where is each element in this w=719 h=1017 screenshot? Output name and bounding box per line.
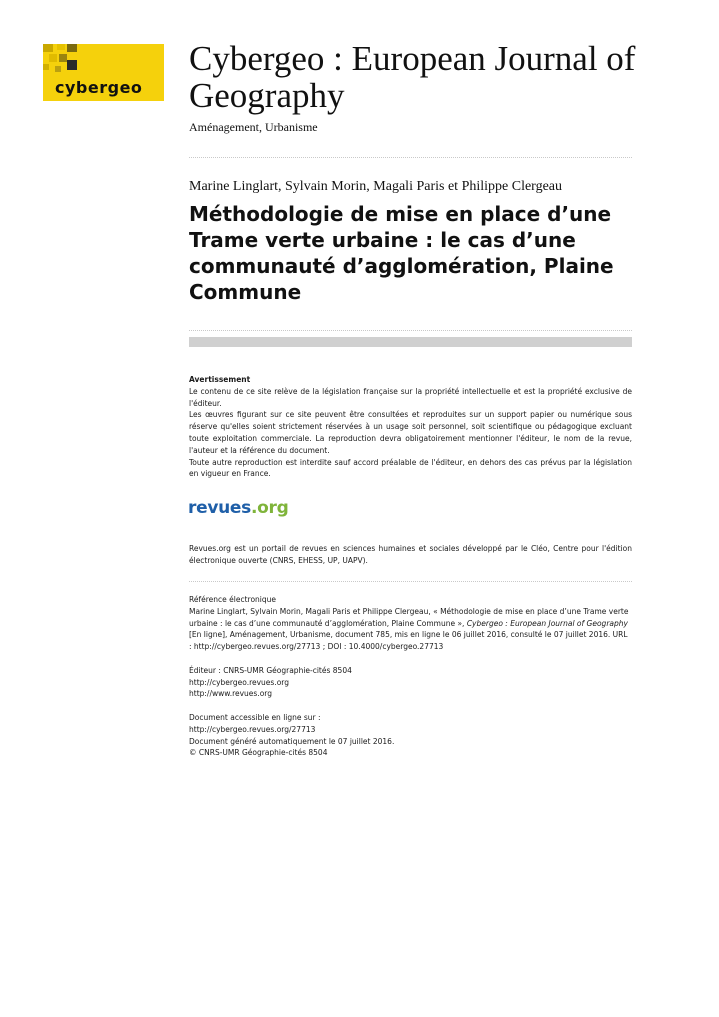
divider	[189, 330, 632, 331]
logo-pixel	[59, 54, 67, 62]
logo-pixel	[55, 66, 61, 72]
available-label: Document accessible en ligne sur :	[189, 712, 321, 722]
reference-label: Référence électronique	[189, 595, 277, 604]
logo-text: cybergeo	[55, 78, 143, 97]
revues-logo-part: revues	[188, 498, 251, 518]
citation-journal: Cybergeo : European Journal of Geography	[466, 618, 628, 628]
warning-heading: Avertissement	[189, 375, 251, 384]
journal-link[interactable]: http://cybergeo.revues.org	[189, 677, 290, 687]
portal-description: Revues.org est un portail de revues en sciences humaines et sociales développé par le Cléo, Centre pour l'édition électronique ouverte (CNRS, EHESS, UP, UAPV).	[189, 544, 632, 565]
logo-pixel	[43, 44, 53, 52]
logo-pixel	[67, 60, 77, 70]
generated-line: Document généré automatiquement le 07 juillet 2016.	[189, 736, 395, 746]
warning-block	[189, 374, 632, 480]
article-authors: Marine Linglart, Sylvain Morin, Magali Paris et Philippe Clergeau	[189, 179, 563, 194]
article-title: Méthodologie de mise en place d’une Trame verte urbaine : le cas d’une communauté d’agglomération, Plaine Commune	[189, 202, 614, 304]
document-link[interactable]: http://cybergeo.revues.org/27713	[189, 724, 316, 734]
editor-line: Éditeur : CNRS-UMR Géographie-cités 8504	[189, 665, 352, 675]
citation	[189, 606, 629, 653]
revues-logo-part: .org	[250, 498, 289, 518]
citation-text: Marine Linglart, Sylvain Morin, Magali Paris et Philippe Clergeau, « Méthodologie de mise en place d’une Trame verte urbaine : le cas d’une communauté d’agglomération, Plaine Commune »,	[189, 606, 629, 628]
spacer	[189, 700, 629, 712]
cybergeo-logo	[43, 44, 164, 101]
logo-pixel	[57, 44, 65, 50]
spacer	[189, 653, 629, 665]
grey-bar	[189, 337, 632, 347]
citation-text: [En ligne], Aménagement, Urbanisme, document 785, mis en ligne le 06 juillet 2016, consulté le 07 juillet 2016. URL : http://cybergeo.revues.org/27713 ; DOI : 10.4000/cybergeo.27713	[189, 630, 628, 652]
logo-pixel	[49, 54, 57, 62]
logo-pixel	[43, 64, 49, 70]
reference-block	[189, 594, 629, 759]
warning-paragraph: Les œuvres figurant sur ce site peuvent être consultées et reproduites sur un support papier ou numérique sous réserve qu'elles soient strictement réservées à un usage soit personnel, soit scientifique ou pédagogique excluant toute exploitation commerciale. La reproduction devra obligatoirement mentionner l'éditeur, le nom de la revue, l'auteur et la référence du document.	[189, 410, 632, 455]
warning-paragraph: Toute autre reproduction est interdite sauf accord préalable de l'éditeur, en dehors des cas prévus par la législation en vigueur en France.	[189, 457, 632, 479]
logo-pixel	[67, 44, 77, 52]
revues-org-logo	[188, 498, 288, 518]
divider	[189, 157, 632, 158]
revues-link[interactable]: http://www.revues.org	[189, 689, 273, 699]
journal-title: Cybergeo : European Journal of Geography	[189, 39, 636, 115]
warning-paragraph: Le contenu de ce site relève de la législation française sur la propriété intellectuelle et est la propriété exclusive de l'éditeur.	[189, 386, 632, 408]
divider	[189, 581, 632, 582]
journal-section: Aménagement, Urbanisme	[189, 120, 318, 134]
copyright-line: © CNRS-UMR Géographie-cités 8504	[189, 748, 328, 758]
